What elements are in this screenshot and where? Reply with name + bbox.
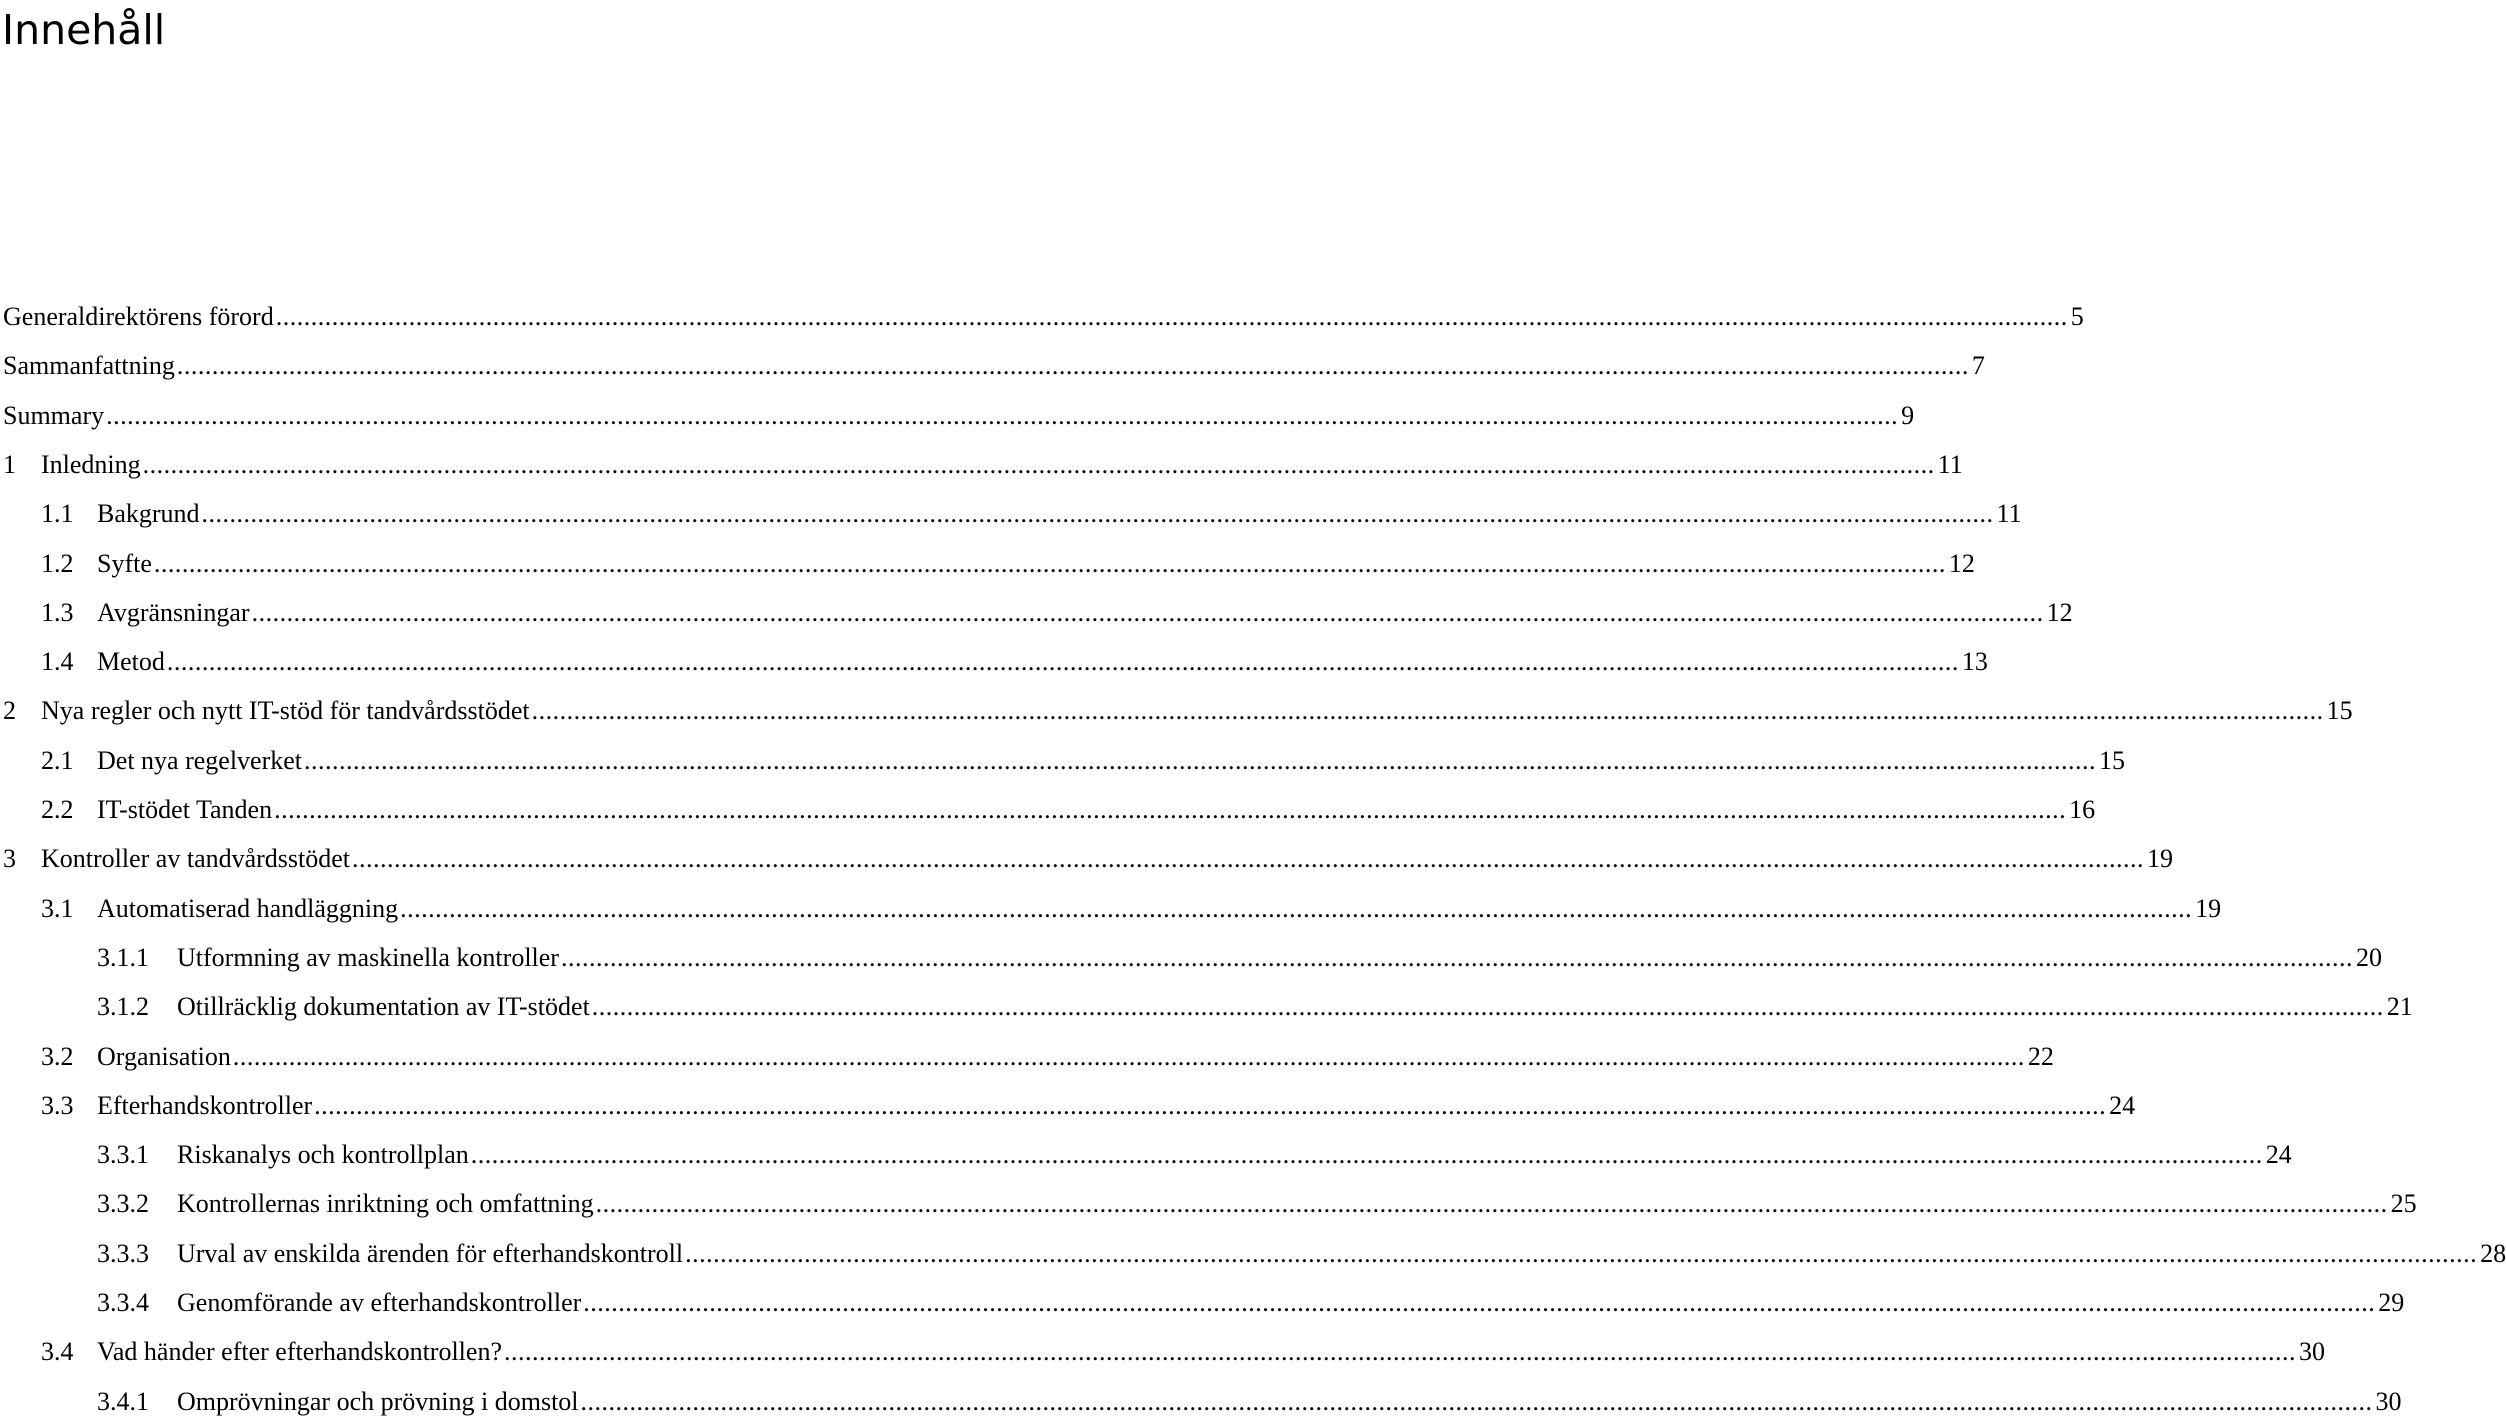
- toc-entry-label: Kontroller av tandvårdsstödet: [41, 844, 351, 874]
- toc-dot-leader: [106, 399, 1898, 433]
- toc-entry-page-number: 28: [2480, 1238, 2506, 1268]
- toc-entry[interactable]: [41, 892, 2222, 926]
- toc-dot-leader: [581, 1385, 2373, 1419]
- toc-entry[interactable]: [41, 1089, 2136, 1123]
- toc-entry[interactable]: [97, 1286, 2405, 1320]
- toc-dot-leader: [177, 349, 1969, 383]
- toc-dot-leader: [167, 645, 1959, 679]
- toc-entry[interactable]: [97, 1187, 2417, 1221]
- toc-entry-label: Efterhandskontroller: [97, 1090, 313, 1120]
- toc-dot-leader: [400, 892, 2192, 926]
- toc-entry[interactable]: [41, 1040, 2054, 1074]
- toc-entry-page-number: 30: [2375, 1386, 2402, 1416]
- toc-entry-number: 3.4.1: [97, 1386, 149, 1416]
- toc-entry-label: Metod: [97, 647, 165, 677]
- toc-entry-number: 2.1: [41, 745, 74, 775]
- toc-entry-label: Organisation: [97, 1041, 231, 1071]
- toc-entry-number: 3.1.1: [97, 942, 149, 972]
- toc-entry[interactable]: [41, 547, 1975, 581]
- toc-entry[interactable]: [41, 744, 2126, 778]
- toc-dot-leader: [561, 941, 2353, 975]
- toc-entry-page-number: 16: [2069, 795, 2096, 824]
- toc-dot-leader: [596, 1187, 2388, 1221]
- toc-entry[interactable]: [3, 448, 1963, 482]
- toc-dot-leader: [276, 300, 2068, 334]
- toc-entry-page-number: 15: [2099, 745, 2126, 775]
- toc-entry-label: Vad händer efter efterhandskontrollen?: [97, 1337, 502, 1367]
- toc-entry-label: Nya regler och nytt IT-stöd för tandvårdsstödet: [41, 696, 530, 726]
- toc-entry-number: 1.2: [41, 548, 74, 578]
- toc-dot-leader: [252, 596, 2044, 630]
- toc-dot-leader: [471, 1138, 2263, 1172]
- toc-entry[interactable]: [41, 596, 2073, 630]
- toc-entry-page-number: 19: [2195, 893, 2222, 923]
- toc-entry-page-number: 29: [2378, 1288, 2405, 1317]
- toc-entry-page-number: 24: [2109, 1090, 2136, 1120]
- toc-entry[interactable]: [97, 941, 2382, 975]
- toc-entry-number: 3.3.2: [97, 1189, 149, 1219]
- toc-entry-number: 2: [3, 696, 16, 726]
- toc-entry-page-number: 11: [1937, 449, 1963, 479]
- toc-entry[interactable]: [3, 399, 1915, 433]
- toc-dot-leader: [504, 1335, 2296, 1369]
- toc-entry-page-number: 21: [2386, 992, 2413, 1022]
- toc-entry[interactable]: [41, 497, 2022, 531]
- toc-entry-label: Bakgrund: [97, 499, 200, 529]
- toc-entry-page-number: 9: [1901, 400, 1915, 430]
- toc-entry-number: 1.4: [41, 647, 74, 677]
- toc-dot-leader: [352, 842, 2144, 876]
- toc-entry-label: Syfte: [97, 548, 152, 578]
- toc-dot-leader: [314, 1089, 2106, 1123]
- toc-entry-label: Urval av enskilda ärenden för efterhandskontroll: [177, 1238, 684, 1268]
- toc-entry[interactable]: [97, 1237, 2506, 1271]
- toc-entry-page-number: 20: [2355, 942, 2382, 972]
- toc-entry[interactable]: [97, 1385, 2402, 1419]
- toc-entry[interactable]: [41, 645, 1988, 679]
- toc-entry-number: 3.1.2: [97, 992, 149, 1022]
- toc-entry[interactable]: [97, 1138, 2292, 1172]
- toc-entry-page-number: 22: [2027, 1041, 2054, 1071]
- toc-entry-number: 2.2: [41, 795, 74, 824]
- toc-dot-leader: [592, 990, 2384, 1024]
- toc-entry-label: Utformning av maskinella kontroller: [177, 942, 559, 972]
- toc-entry-number: 1: [3, 449, 16, 479]
- toc-dot-leader: [233, 1040, 2025, 1074]
- toc-entry-page-number: 24: [2265, 1140, 2292, 1170]
- toc-entry-label: IT-stödet Tanden: [97, 795, 273, 824]
- toc-dot-leader: [143, 448, 1935, 482]
- toc-entry-page-number: 15: [2326, 696, 2353, 726]
- toc-entry-page-number: 30: [2298, 1337, 2325, 1367]
- toc-entry-label: Omprövningar och prövning i domstol: [177, 1386, 579, 1416]
- toc-entry[interactable]: [3, 300, 2084, 334]
- toc-entry-number: 1.3: [41, 597, 74, 627]
- toc-dot-leader: [532, 694, 2324, 728]
- toc-dot-leader: [274, 793, 2066, 827]
- toc-dot-leader: [154, 547, 1946, 581]
- toc-dot-leader: [304, 744, 2096, 778]
- toc-entry-page-number: 12: [2046, 597, 2073, 627]
- toc-entry-page-number: 7: [1971, 351, 1985, 381]
- toc-dot-leader: [685, 1237, 2477, 1271]
- toc-entry[interactable]: [3, 349, 1985, 383]
- toc-entry[interactable]: [41, 793, 2096, 827]
- toc-entry-page-number: 11: [1996, 499, 2022, 529]
- toc-entry-number: 1.1: [41, 499, 74, 529]
- toc-entry-label: Generaldirektörens förord: [3, 302, 274, 331]
- toc-entry-label: Sammanfattning: [3, 351, 175, 381]
- toc-entry-number: 3.3: [41, 1090, 74, 1120]
- toc-dot-leader: [202, 497, 1994, 531]
- toc-entry-number: 3: [3, 844, 16, 874]
- toc-entry[interactable]: [41, 1335, 2325, 1369]
- toc-entry-number: 3.2: [41, 1041, 74, 1071]
- toc-entry-page-number: 5: [2070, 302, 2084, 331]
- toc-entry-label: Avgränsningar: [97, 597, 250, 627]
- toc-entry-number: 3.1: [41, 893, 74, 923]
- page-title: Innehåll: [2, 6, 166, 54]
- toc-entry-number: 3.4: [41, 1337, 74, 1367]
- toc-entry-page-number: 12: [1948, 548, 1975, 578]
- toc-entry-number: 3.3.1: [97, 1140, 149, 1170]
- toc-entry-number: 3.3.3: [97, 1238, 149, 1268]
- toc-entry-label: Riskanalys och kontrollplan: [177, 1140, 469, 1170]
- toc-entry-page-number: 19: [2147, 844, 2174, 874]
- toc-entry-number: 3.3.4: [97, 1288, 149, 1317]
- toc-entry-label: Automatiserad handläggning: [97, 893, 399, 923]
- toc-entry-page-number: 13: [1961, 647, 1988, 677]
- toc-dot-leader: [583, 1286, 2375, 1320]
- toc-entry[interactable]: [3, 694, 2353, 728]
- toc-entry-label: Kontrollernas inriktning och omfattning: [177, 1189, 594, 1219]
- toc-entry-label: Det nya regelverket: [97, 745, 303, 775]
- toc-entry-page-number: 25: [2390, 1189, 2417, 1219]
- toc-entry-label: Inledning: [41, 449, 141, 479]
- toc-entry[interactable]: [3, 842, 2174, 876]
- toc-entry-label: Genomförande av efterhandskontroller: [177, 1288, 582, 1317]
- toc-entry-label: Summary: [3, 400, 105, 430]
- toc-entry-label: Otillräcklig dokumentation av IT-stödet: [177, 992, 590, 1022]
- toc-entry[interactable]: [97, 990, 2413, 1024]
